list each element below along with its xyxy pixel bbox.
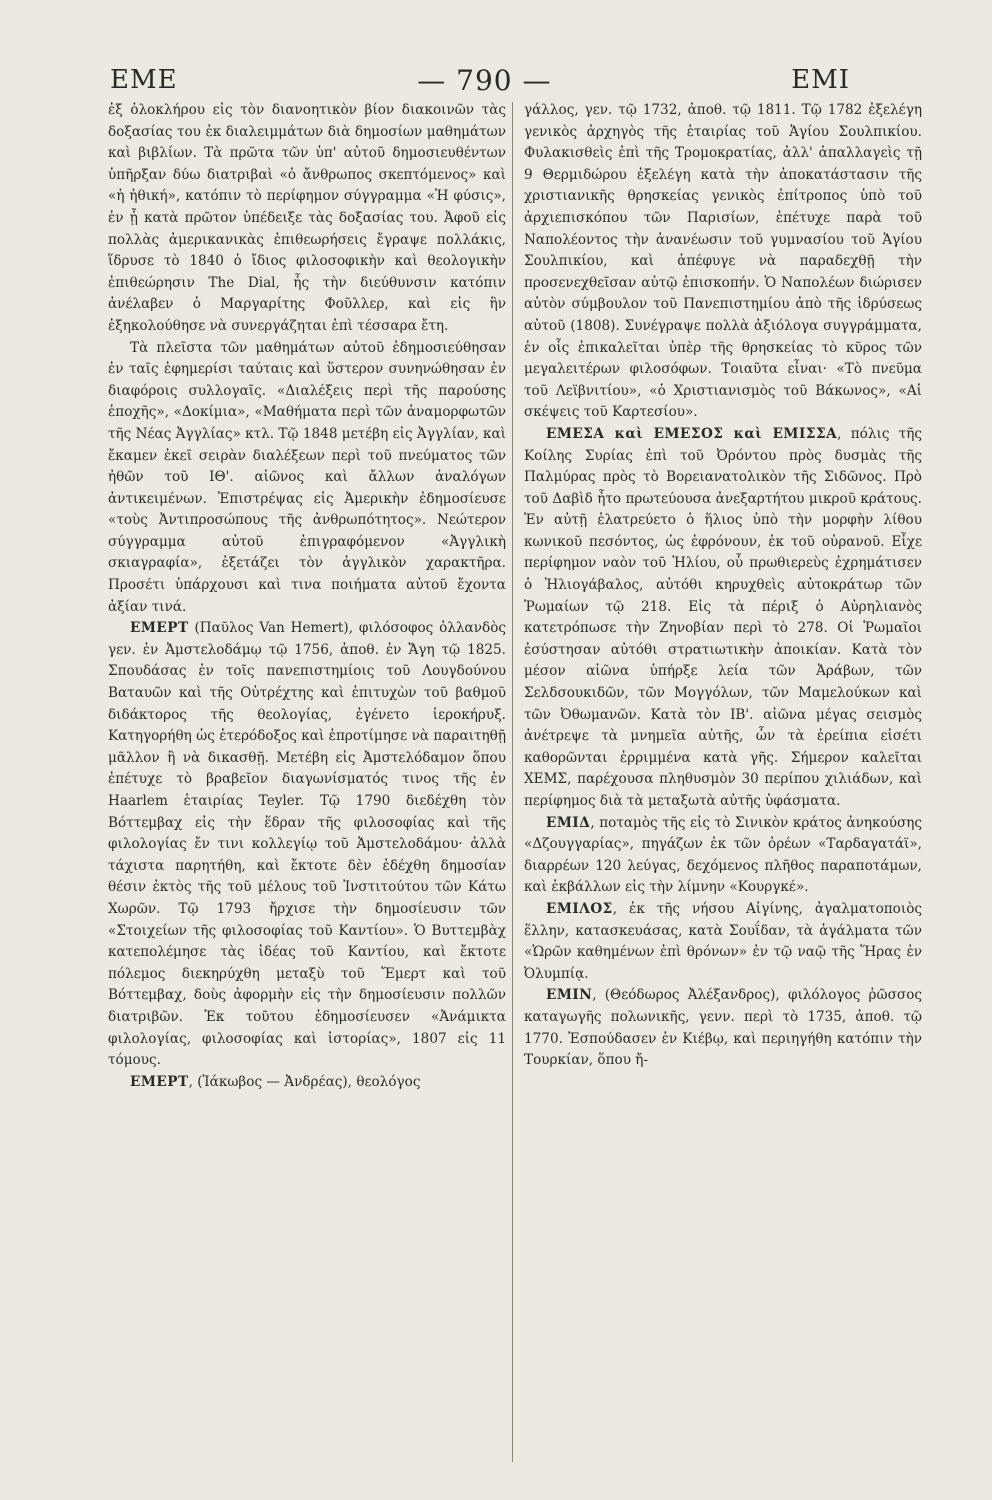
dictionary-entry: [108, 1072, 506, 1094]
continued-paragraph: ἐξ ὁλοκλήρου εἰς τὸν διανοητικὸν βίον διακοινῶν τὰς δοξασίας του ἐκ διαλειμμάτων διὰ δημοσίων μαθημάτων καὶ βιβλίων. Τὰ πρῶτα τῶν ὑπ' αὐτοῦ δημοσιευθέντων ὑπῆρξαν δύω διατριβαὶ «ὁ ἄνθρωπος σκεπτόμενος» καὶ «ἡ ἠθική», κατόπιν τὸ περίφημον σύγγραμμα «Ἡ φύσις», ἐν ᾗ κατὰ πρῶτον ὑπέδειξε τὰς δοξασίας του. Ἀφοῦ εἰς πολλὰς ἀμερικανικὰς ἐπιθεωρήσεις ἔγραψε πολλάκις, ἵδρυσε τὸ 1840 ὁ ἴδιος φιλοσοφικὴν καὶ θεολογικὴν ἐπιθεώρησιν The Dial, ἧς τὴν διεύθυνσιν κατόπιν ἀνέλαβεν ὁ Μαργαρίτης Φοῦλλερ, καὶ εἰς ἣν ἐξηκολούθησε νὰ συνεργάζηται ἐπὶ τέσσαρα ἔτη.: [108, 102, 506, 334]
entry-text: , πόλις τῆς Κοίλης Συρίας ἐπὶ τοῦ Ὀρόντου πρὸς δυσμὰς τῆς Παλμύρας πρὸς τὸ Βορειανατολικὸν τῆς Σιδῶνος. Πρὸ τοῦ Δαβὶδ ἦτο πρωτεύουσα ἀνεξαρτήτου μικροῦ κράτους. Ἐν αὐτῇ ἐλατρεύετο ὁ ἥλιος ὑπὸ τὴν μορφὴν λίθου κωνικοῦ πεσόντος, ὡς ἐφρόνουν, ἐκ τοῦ οὐρανοῦ. Εἶχε περίφημον ναὸν τοῦ Ἡλίου, οὗ πρωθιερεὺς ἐχρημάτισεν ὁ Ἡλιογάβαλος, αὐτόθι κηρυχθεὶς αὐτοκράτωρ τῶν Ῥωμαίων τῷ 218. Εἰς τὰ πέριξ ὁ Αὐρηλιανὸς κατετρόπωσε τὴν Ζηνοβίαν περὶ τὸ 278. Οἱ Ῥωμαῖοι ἐσύστησαν αὐτόθι στρατιωτικὴν ἀποικίαν. Κατὰ τὸν μέσον αἰῶνα ὑπήρξε λεία τῶν Ἀράβων, τῶν Σελδσουκιδῶν, τῶν Μογγόλων, τῶν Μαμελούκων καὶ τῶν Ὀθωμανῶν. Κατὰ τὸν ΙΒ'. αἰῶνα μέγας σεισμὸς ἀνέτρεψε τὰ μνημεῖα αὐτῆς, ὧν τὰ ἐρείπια εἰσέτι καθορῶνται ἐρριμμένα κατὰ γῆς. Σήμερον καλεῖται ΧΕΜΣ, παρέχουσα πληθυσμὸν 30 περίπου χιλιάδων, καὶ περίφημος διὰ τὰ μεταξωτὰ αὐτῆς ὑφάσματα.: [524, 425, 923, 809]
entry-text: , (Ἰάκωβος — Ἀνδρέας), θεολόγος: [188, 1073, 421, 1090]
column-divider: [512, 102, 513, 1462]
entry-headword: ΕΜΕΣΑ καὶ ΕΜΕΣΟΣ καὶ ΕΜΙΣΣΑ: [546, 425, 838, 442]
dictionary-entry: [524, 813, 922, 899]
left-column: [108, 100, 506, 1093]
entry-headword: ΕΜΙΛΟΣ: [546, 900, 613, 917]
header-right-guide-word: ΕΜΙ: [791, 65, 850, 95]
entry-headword: ΕΜΕΡΤ: [130, 620, 189, 637]
entry-text: (Παῦλος Van Hemert), φιλόσοφος ὀλλανδὸς γεν. ἐν Ἀμστελοδάμῳ τῷ 1756, ἀποθ. ἐν Ἄγη τῷ 1825. Σπουδάσας ἐν τοῖς πανεπιστημίοις τοῦ Λουγδούνου Βαταυῶν καὶ τῆς Οὐτρέχτης καὶ ἐπιτυχὼν τοῦ βαθμοῦ διδάκτορος τῆς θεολογίας, ἐγένετο ἱεροκήρυξ. Κατηγορήθη ὡς ἑτερόδοξος καὶ ἐπροτίμησε νὰ παραιτηθῇ μᾶλλον ἢ νὰ δικασθῇ. Μετέβη εἰς Ἀμστελόδαμον ὅπου ἐπέτυχε τὸ βραβεῖον διαγωνίσματός τινος τῆς ἐν Haarlem ἑταιρίας Teyler. Τῷ 1790 διεδέχθη τὸν Βόττεμβαχ εἰς τὴν ἕδραν τῆς φιλοσοφίας καὶ τῆς φιλολογίας ἔν τινι κολλεγίῳ τοῦ Ἀμστελοδάμου· ἀλλὰ τάχιστα παρητήθη, καὶ ἔκτοτε δὲν ἐδέχθη δημοσίαν θέσιν ἐκτὸς τῆς τοῦ μέλους τοῦ Ἰνστιτούτου τῶν Κάτω Χωρῶν. Τῷ 1793 ἤρχισε τὴν δημοσίευσιν τῶν «Στοιχείων τῆς φιλοσοφίας τοῦ Καντίου». Ὁ Βυττεμβὰχ κατεπολέμησε τὰς ἰδέας τοῦ Καντίου, καὶ ἔκτοτε πόλεμος διεκηρύχθη μεταξὺ τοῦ Ἔμερτ καὶ τοῦ Βόττεμβαχ, δοὺς ἀφορμὴν εἰς τὴν δημοσίευσιν πολλῶν διατριβῶν. Ἐκ τοῦτου ἐδημοσίευσεν «Ἀνάμικτα φιλολογίας, φιλοσοφίας καὶ ἱστορίας», 1807 εἰς 11 τόμους.: [108, 620, 506, 1069]
dictionary-entry: [524, 985, 922, 1071]
running-header: [110, 60, 850, 100]
entry-text: , (Θεόδωρος Ἀλέξανδρος), φιλόλογος ῥῶσσος καταγωγῆς πολωνικῆς, γενν. περὶ τὸ 1735, ἀποθ. τῷ 1770. Ἐσπούδασεν ἐν Κιέβῳ, καὶ περιηγήθη κατόπιν τὴν Τουρκίαν, ὅπου ἤ-: [524, 987, 922, 1069]
page-number: — 790 —: [417, 63, 552, 97]
paragraph: Τὰ πλεῖστα τῶν μαθημάτων αὐτοῦ ἐδημοσιεύθησαν ἐν ταῖς ἐφημερίσι ταύταις καὶ ὕστερον συνηνώθησαν ἐν διαφόροις συλλογαῖς. «Διαλέξεις περὶ τῆς παρούσης ἐποχῆς», «Δοκίμια», «Μαθήματα περὶ τῶν ἀναμορφωτῶν τῆς Νέας Ἀγγλίας» κτλ. Τῷ 1848 μετέβη εἰς Ἀγγλίαν, καὶ ἔκαμεν ἐκεῖ σειρὰν διαλέξεων περὶ τοῦ πνεύματος τῶν ἠθῶν τοῦ ΙΘ'. αἰῶνος καὶ ἄλλων ἀναλόγων ἀντικειμένων. Ἐπιστρέψας εἰς Ἀμερικὴν ἐδημοσίευσε «τοὺς Ἀντιπροσώπους τῆς ἀνθρωπότητος». Νεώτερον σύγγραμμα αὐτοῦ ἐπιγραφόμενον «Ἀγγλικὴ σκιαγραφία», ἐξετάζει τὸν ἀγγλικὸν χαρακτῆρα. Προσέτι ὑπάρχουσι καὶ τινα ποιήματα αὐτοῦ ἔχοντα ἀξίαν τινά.: [108, 339, 506, 615]
dictionary-entry: [108, 618, 506, 1071]
right-column: [524, 100, 922, 1072]
entry-headword: ΕΜΙΔ: [546, 814, 591, 831]
entry-text: , ποταμὸς τῆς εἰς τὸ Σινικὸν κράτος ἀνηκούσης «Δζουγγαρίας», πηγάζων ἐκ τῶν ὀρέων «Ταρδαγατάϊ», διαρρέων 120 λεύγας, δεχόμενος πλῆθος παραποτάμων, καὶ ἐκβάλλων εἰς τὴν λίμνην «Κουργκέ».: [524, 814, 922, 896]
dictionary-entry: [524, 899, 922, 985]
entry-headword: ΕΜΙΝ: [546, 987, 593, 1004]
entry-headword: ΕΜΕΡΤ: [130, 1073, 189, 1090]
continued-paragraph: γάλλος, γεν. τῷ 1732, ἀποθ. τῷ 1811. Τῷ 1782 ἐξελέγη γενικὸς ἀρχηγὸς τῆς ἑταιρίας τοῦ Ἁγίου Σουλπικίου. Φυλακισθεὶς ἐπὶ τῆς Τρομοκρατίας, ἀλλ' ἀπαλλαγεὶς τῇ 9 Θερμιδώρου ἐξελέγη κατὰ τὴν ἀποκατάστασιν τῆς χριστιανικῆς θρησκείας γενικὸς ἐπίτροπος ὑπὸ τοῦ ἀρχιεπισκόπου τῶν Παρισίων, ἐπέτυχε παρὰ τοῦ Ναπολέοντος τὴν ἀνανέωσιν τοῦ γυμνασίου τοῦ Ἁγίου Σουλπικίου, καὶ ἀπέφυγε νὰ παραδεχθῇ τὴν προσενεχθεῖσαν αὐτῷ ἐπισκοπήν. Ὁ Ναπολέων διώρισεν αὐτὸν σύμβουλον τοῦ Πανεπιστημίου ἀπὸ τῆς ἱδρύσεως αὐτοῦ (1808). Συνέγραψε πολλὰ ἀξιόλογα συγγράμματα, ἐν οἷς ἐπικαλεῖται ὑπὲρ τῆς θρησκείας τὸ κῦρος τῶν μεγαλειτέρων φιλοσόφων. Τοιαῦτα εἶναι· «Τὸ πνεῦμα τοῦ Λεϊβνιτίου», «ὁ Χριστιανισμὸς τοῦ Βάκωνος», «Αἱ σκέψεις τοῦ Καρτεσίου».: [524, 102, 922, 421]
header-left-guide-word: ΕΜΕ: [110, 65, 178, 95]
entry-text: , ἐκ τῆς νήσου Αἰγίνης, ἀγαλματοποιὸς ἕλλην, κατασκευάσας, κατὰ Σουΐδαν, τὰ ἀγάλματα τῶν «Ὡρῶν καθημένων ἐπὶ θρόνων» ἐν τῷ ναῷ τῆς Ἥρας ἐν Ὀλυμπίᾳ.: [524, 900, 922, 982]
dictionary-entry: [524, 424, 922, 813]
